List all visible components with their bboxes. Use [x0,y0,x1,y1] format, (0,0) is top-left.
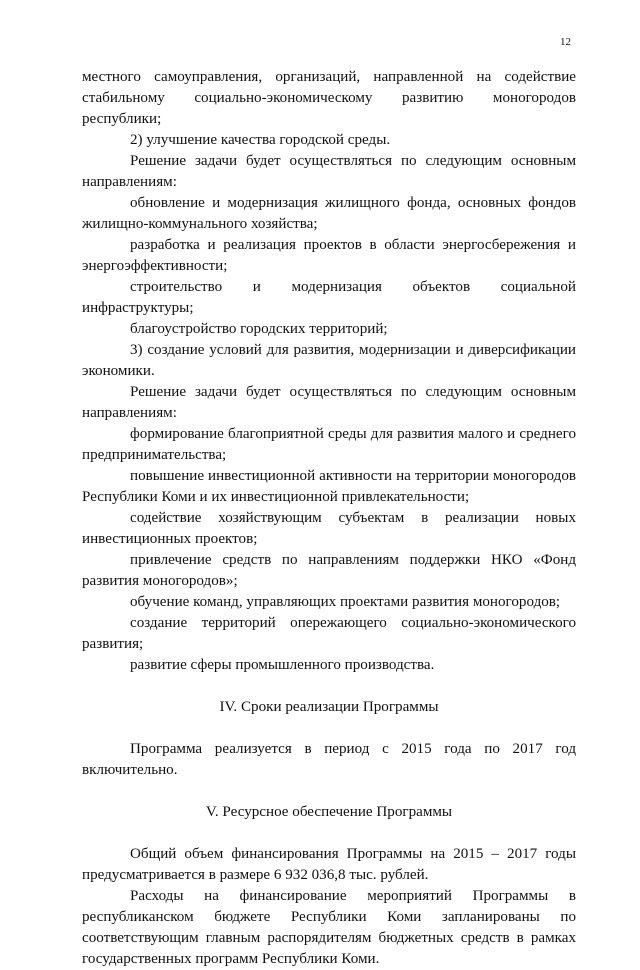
spacer [82,676,576,697]
paragraph: Решение задачи будет осуществляться по следующим основным направлениям: [82,384,576,421]
paragraph: привлечение средств по направлениям поддержки НКО «Фонд развития моногородов»; [82,552,576,589]
paragraph: Решение задачи будет осуществляться по следующим основным направлениям: [82,153,576,190]
paragraph: развитие сферы промышленного производства. [130,657,435,673]
paragraph: формирование благоприятной среды для развития малого и среднего предпринимательства; [82,426,576,463]
paragraph: 3) создание условий для развития, модернизации и диверсификации экономики. [82,342,576,379]
paragraph: Общий объем финансирования Программы на 2015 – 2017 годы предусматривается в размере 6 932 036,8 тыс. рублей. [82,846,576,883]
paragraph: создание территорий опережающего социально-экономического развития; [82,615,576,652]
page-number: 12 [560,36,571,48]
paragraph: обновление и модернизация жилищного фонда, основных фондов жилищно-коммунального хозяйства; [82,195,576,232]
paragraph: строительство и модернизация объектов социальной инфраструктуры; [82,279,576,316]
spacer [82,823,576,844]
paragraph: разработка и реализация проектов в области энергосбережения и энергоэффективности; [82,237,576,274]
paragraph: повышение инвестиционной активности на территории моногородов Республики Коми и их инвестиционной привлекательности; [82,468,576,505]
document-body [82,67,576,970]
paragraph: местного самоуправления, организаций, направленной на содействие стабильному социально-экономическому развитию моногородов республики; [82,69,576,127]
spacer [82,718,576,739]
paragraph: содействие хозяйствующим субъектам в реализации новых инвестиционных проектов; [82,510,576,547]
paragraph: Расходы на финансирование мероприятий Программы в республиканском бюджете Республики Коми запланированы по соответствующим главным распорядителям бюджетных средств в рамках государственных программ Республики Коми. [82,888,576,967]
paragraph: обучение команд, управляющих проектами развития моногородов; [130,594,561,610]
section-heading: IV. Сроки реализации Программы [219,699,439,715]
paragraph: 2) улучшение качества городской среды. [130,132,391,148]
paragraph: благоустройство городских территорий; [130,321,388,337]
spacer [82,781,576,802]
paragraph: Программа реализуется в период с 2015 года по 2017 год включительно. [82,741,576,778]
section-heading: V. Ресурсное обеспечение Программы [205,804,453,820]
